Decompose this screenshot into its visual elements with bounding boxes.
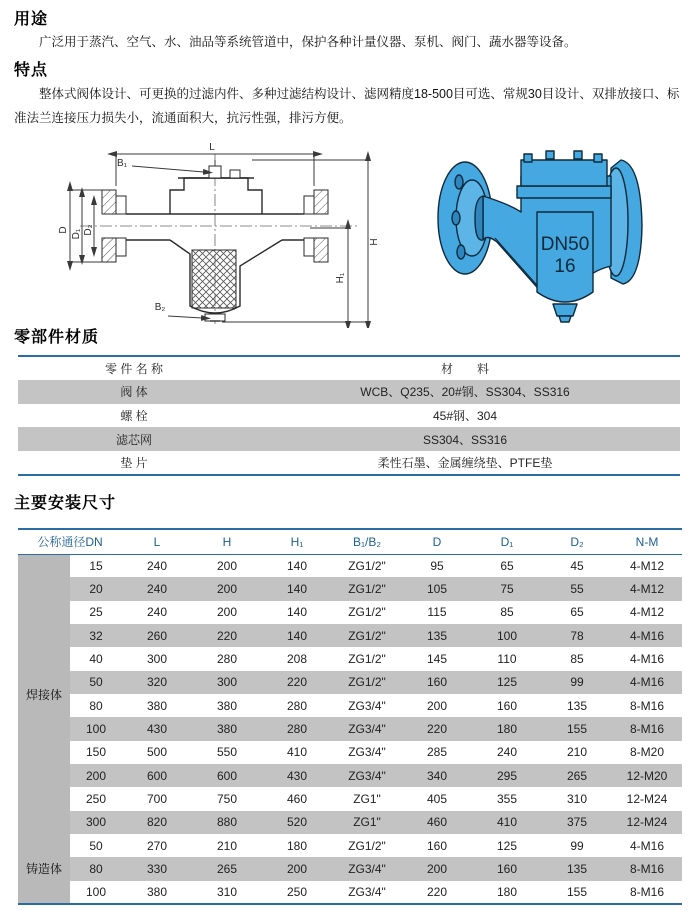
dim-cell: 380 (146, 698, 168, 713)
dim-cell: 95 (430, 558, 444, 573)
dim-cell: 300 (70, 811, 122, 834)
dimensions-header-row (18, 529, 682, 554)
dim-cell: ZG1/2" (332, 624, 402, 647)
product-marking-dn: DN50 (540, 234, 590, 255)
dim-label-B1: B₁ (116, 158, 128, 169)
dimensions-header-cell: H₁ (262, 529, 332, 554)
dim-cell: 600 (122, 764, 192, 787)
dim-cell: 140 (286, 558, 308, 573)
dim-cell: 8-M16 (612, 857, 682, 880)
dim-cell: 200 (402, 857, 472, 880)
dim-cell: 500 (146, 745, 168, 760)
dim-cell: 12-M24 (612, 811, 682, 834)
dim-cell: 4-M16 (629, 838, 664, 853)
materials-header-cell: 零 件 名 称 (104, 361, 163, 376)
material-cell: SS304、SS316 (250, 427, 680, 451)
dim-label-D: D (58, 226, 69, 234)
material-cell: WCB、Q235、20#钢、SS304、SS316 (250, 380, 680, 404)
dim-cell: 240 (146, 558, 168, 573)
dim-cell: 250 (85, 791, 107, 806)
dim-cell: 160 (472, 857, 542, 880)
dim-cell: ZG1/2" (332, 577, 402, 600)
table-row (18, 624, 682, 647)
dim-cell: 410 (472, 811, 542, 834)
dim-cell: 200 (70, 764, 122, 787)
dim-cell: 32 (70, 624, 122, 647)
dimensions-title: 主要安装尺寸 (14, 495, 117, 512)
dim-cell: 55 (542, 577, 612, 600)
dim-cell: 40 (89, 651, 103, 666)
dim-cell: 375 (542, 811, 612, 834)
dim-cell: ZG3/4" (348, 745, 386, 760)
dim-cell: 240 (496, 745, 518, 760)
dimensions-header-cell: N-M (612, 529, 682, 554)
dim-cell: 8-M20 (629, 745, 664, 760)
dim-cell: 180 (472, 717, 542, 740)
technical-drawing (52, 138, 392, 328)
dim-cell: ZG3/4" (348, 698, 386, 713)
dim-cell: 80 (89, 698, 103, 713)
dim-cell: 460 (286, 791, 308, 806)
dim-cell: ZG3/4" (332, 857, 402, 880)
dim-cell: 160 (496, 698, 518, 713)
dim-cell: 50 (70, 671, 122, 694)
dimensions-header-cell: 公称通径DN (18, 529, 122, 554)
dim-label-D1: D₁ (71, 228, 82, 240)
dim-cell: 135 (402, 624, 472, 647)
dim-cell: 12-M24 (626, 791, 668, 806)
table-row (18, 764, 682, 787)
dimensions-header-cell: D₂ (542, 529, 612, 554)
features-body: 整体式阀体设计、可更换的过滤内件、多种过滤结构设计、滤网精度18-500目可选、常规30目设计、双排放接口、标准法兰连接压力损失小，流通面积大，抗污性强，排污方便。 (14, 87, 680, 125)
dim-cell: 110 (497, 651, 517, 666)
dim-cell: 105 (402, 577, 472, 600)
dim-cell: 280 (216, 651, 238, 666)
dim-cell: 160 (426, 838, 448, 853)
dim-cell: 65 (570, 605, 584, 620)
materials-header-row (18, 356, 680, 380)
table-row (18, 554, 682, 577)
materials-row (18, 404, 680, 428)
material-cell: 柔性石墨、金属缠绕垫、PTFE垫 (377, 456, 553, 471)
dim-cell: 240 (122, 577, 192, 600)
dim-cell: 78 (542, 624, 612, 647)
dim-cell: 160 (402, 671, 472, 694)
dim-cell: 250 (286, 884, 308, 899)
dim-cell: 700 (146, 791, 168, 806)
dimensions-header-cell: H (192, 529, 262, 554)
dim-label-D2: D₂ (83, 224, 94, 236)
dim-cell: 210 (566, 745, 588, 760)
table-row (18, 881, 682, 904)
material-cell: 45#钢、304 (432, 408, 498, 423)
materials-tbody (18, 380, 680, 475)
dim-cell: 330 (122, 857, 192, 880)
materials-row (18, 427, 680, 451)
dim-cell: 320 (122, 671, 192, 694)
table-row (18, 811, 682, 834)
dim-cell: 220 (426, 884, 448, 899)
part-name-cell: 螺 栓 (120, 408, 148, 423)
product-image (425, 146, 655, 331)
dim-cell: 600 (192, 764, 262, 787)
dim-cell: 135 (566, 698, 588, 713)
dim-cell: ZG1/2" (332, 671, 402, 694)
dim-cell: 80 (70, 857, 122, 880)
dim-cell: 520 (262, 811, 332, 834)
dim-cell: 100 (85, 884, 107, 899)
dim-cell: 300 (192, 671, 262, 694)
dim-cell: 4-M16 (612, 624, 682, 647)
dim-cell: 430 (262, 764, 332, 787)
dim-cell: 20 (70, 577, 122, 600)
dim-cell: 180 (286, 838, 308, 853)
dim-cell: 295 (472, 764, 542, 787)
dim-cell: 45 (570, 558, 584, 573)
table-row (18, 601, 682, 624)
table-row (18, 717, 682, 740)
dim-cell: 265 (192, 857, 262, 880)
dim-cell: 140 (262, 577, 332, 600)
dim-cell: 200 (262, 857, 332, 880)
materials-row (18, 451, 680, 475)
dim-cell: 75 (472, 577, 542, 600)
dim-cell: 4-M12 (612, 577, 682, 600)
dim-cell: 85 (500, 605, 514, 620)
body-type-cell: 焊接体 (18, 554, 70, 834)
dim-cell: ZG1/2" (348, 651, 386, 666)
dimensions-header-cell: B₁/B₂ (332, 529, 402, 554)
dim-cell: 125 (472, 671, 542, 694)
dim-cell: 460 (402, 811, 472, 834)
dimensions-header-cell: D₁ (472, 529, 542, 554)
dimensions-tbody (18, 554, 682, 904)
dim-cell: 300 (146, 651, 168, 666)
dim-cell: 880 (192, 811, 262, 834)
dim-cell: 140 (262, 624, 332, 647)
dim-cell: 265 (542, 764, 612, 787)
dim-label-H1: H₁ (335, 272, 346, 284)
dim-cell: 8-M16 (612, 717, 682, 740)
dim-cell: 280 (262, 717, 332, 740)
dim-cell: 135 (542, 857, 612, 880)
dim-cell: ZG1" (353, 791, 381, 806)
dim-cell: ZG3/4" (348, 884, 386, 899)
dim-cell: 12-M20 (612, 764, 682, 787)
dim-cell: 200 (216, 558, 238, 573)
dim-cell: 8-M16 (629, 884, 664, 899)
dim-cell: 50 (89, 838, 103, 853)
materials-table (18, 355, 680, 476)
dim-cell: 65 (500, 558, 514, 573)
dim-cell: 155 (566, 884, 588, 899)
dim-label-H: H (369, 238, 380, 246)
dimensions-header-cell: D (402, 529, 472, 554)
dim-cell: 4-M16 (629, 651, 664, 666)
dim-cell: 220 (192, 624, 262, 647)
dim-label-L: L (209, 142, 215, 153)
part-name-cell: 垫 片 (120, 456, 148, 471)
dim-cell: 200 (192, 577, 262, 600)
table-row (18, 857, 682, 880)
table-row (18, 671, 682, 694)
dim-cell: 125 (496, 838, 518, 853)
usage-body: 广泛用于蒸汽、空气、水、油品等系统管道中，保护各种计量仪器、泵机、阀门、蔬水器等设备。 (39, 35, 577, 49)
materials-row (18, 380, 680, 404)
dimensions-header-cell: L (122, 529, 192, 554)
dim-cell: 430 (122, 717, 192, 740)
product-marking-pn: 16 (554, 256, 576, 277)
dim-cell: 820 (122, 811, 192, 834)
dim-cell: 355 (496, 791, 518, 806)
dim-cell: 99 (542, 671, 612, 694)
materials-header-cell: 材 料 (440, 361, 489, 376)
table-row (18, 577, 682, 600)
dim-cell: 340 (402, 764, 472, 787)
dim-cell: 310 (566, 791, 588, 806)
dim-cell: 200 (216, 605, 238, 620)
dim-cell: 240 (146, 605, 168, 620)
dim-cell: 280 (286, 698, 308, 713)
dim-cell: 380 (216, 698, 238, 713)
dim-cell: 100 (472, 624, 542, 647)
dim-cell: 4-M12 (629, 605, 664, 620)
dim-cell: ZG3/4" (332, 717, 402, 740)
dim-cell: 285 (426, 745, 448, 760)
dim-cell: 380 (146, 884, 168, 899)
dim-cell: 15 (89, 558, 103, 573)
dim-cell: 210 (216, 838, 238, 853)
dim-cell: 100 (70, 717, 122, 740)
dim-label-B2: B₂ (154, 302, 166, 313)
dim-cell: 550 (216, 745, 238, 760)
features-title: 特点 (14, 62, 49, 79)
part-name-cell: 阀 体 (18, 380, 250, 404)
part-name-cell: 滤芯网 (18, 427, 250, 451)
table-row (18, 647, 682, 670)
dim-cell: 270 (146, 838, 168, 853)
dim-cell: ZG1/2" (348, 838, 386, 853)
table-row (18, 694, 682, 717)
usage-title: 用途 (14, 11, 49, 28)
dim-cell: 4-M12 (629, 558, 664, 573)
dim-cell: ZG1/2" (348, 558, 386, 573)
dim-cell: 140 (286, 605, 308, 620)
dim-cell: 85 (570, 651, 584, 666)
dim-cell: ZG1" (332, 811, 402, 834)
dim-cell: 145 (426, 651, 448, 666)
dim-cell: 405 (426, 791, 448, 806)
body-type-cell: 铸造体 (18, 834, 70, 904)
dim-cell: 4-M16 (612, 671, 682, 694)
dim-cell: 260 (122, 624, 192, 647)
table-row (18, 834, 682, 857)
dim-cell: 150 (85, 745, 107, 760)
dim-cell: 99 (570, 838, 584, 853)
table-row (18, 787, 682, 810)
dim-cell: 750 (216, 791, 238, 806)
table-row (18, 741, 682, 764)
dim-cell: ZG1/2" (348, 605, 386, 620)
dim-cell: 310 (216, 884, 238, 899)
dim-cell: 115 (427, 605, 447, 620)
dim-cell: 220 (262, 671, 332, 694)
dim-cell: ZG3/4" (332, 764, 402, 787)
dim-cell: 180 (496, 884, 518, 899)
dim-cell: 410 (286, 745, 308, 760)
dim-cell: 380 (192, 717, 262, 740)
dim-cell: 220 (402, 717, 472, 740)
dimensions-table (18, 528, 682, 905)
dim-cell: 8-M16 (629, 698, 664, 713)
dim-cell: 25 (89, 605, 103, 620)
dim-cell: 155 (542, 717, 612, 740)
dim-cell: 200 (426, 698, 448, 713)
dim-cell: 208 (286, 651, 308, 666)
materials-title: 零部件材质 (14, 329, 100, 346)
